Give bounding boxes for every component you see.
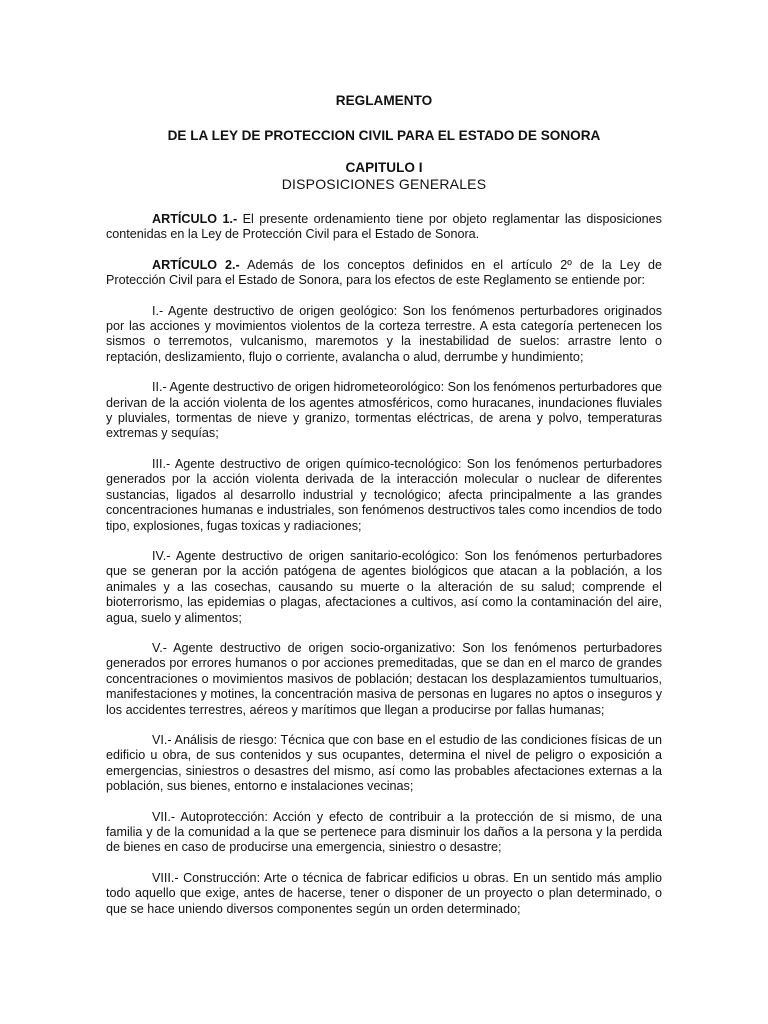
chapter-heading: CAPITULO I bbox=[345, 160, 423, 175]
definition-i: I.- Agente destructivo de origen geológico: Son los fenómenos perturbadores originados por las acciones y movimientos violentos de la corteza terrestre. A esta categoría pertenecen los sismos o terremotos, vulcanismo, maremotos y la inestabilidad de suelos: arrastre lento o reptación, deslizamiento, flujo o corriente, avalancha o alud, derrumbe y hundimiento; bbox=[106, 303, 662, 364]
chapter-title: DISPOSICIONES GENERALES bbox=[281, 176, 487, 192]
definition-vii: VII.- Autoprotección: Acción y efecto de contribuir a la protección de si mismo, de una familia y de la comunidad a la que se pertenece para disminuir los daños a la persona y la perdida de bienes en caso de producirse una emergencia, siniestro o desastre; bbox=[106, 809, 662, 855]
definition-ii: II.- Agente destructivo de origen hidrometeorológico: Son los fenómenos perturbadores que derivan de la acción violenta de los agentes atmosféricos, como huracanes, inundaciones fluviales y pluviales, tormentas de nieve y granizo, tormentas eléctricas, de arena y polvo, temperaturas extremas y sequías; bbox=[106, 380, 662, 441]
document-title: REGLAMENTO bbox=[335, 93, 433, 108]
article-1-label: ARTÍCULO 1.- bbox=[152, 212, 238, 226]
definition-v: V.- Agente destructivo de origen socio-organizativo: Son los fenómenos perturbadores generados por errores humanos o por acciones premeditadas, que se dan en el marco de grandes concentraciones o movimientos masivos de población; destacan los desplazamientos tumultuarios, manifestaciones y motines, la concentración masiva de personas en lugares no aptos o inseguros y los accidentes terrestres, aéreos y marítimos que llegan a producirse por fallas humanas; bbox=[106, 640, 662, 717]
article-2 bbox=[106, 258, 662, 289]
definition-iii: III.- Agente destructivo de origen químico-tecnológico: Son los fenómenos perturbadores generados por la acción violenta derivada de la interacción molecular o nuclear de diferentes sustancias, ligados al desarrollo industrial y tecnológico; afecta principalmente a las grandes concentraciones humanas e industriales, son fenómenos destructivos tales como incendios de todo tipo, explosiones, fugas toxicas y radiaciones; bbox=[106, 456, 662, 533]
document-body bbox=[106, 92, 662, 932]
article-1 bbox=[106, 212, 662, 243]
article-2-text: Además de los conceptos definidos en el artículo 2º de la Ley de Protección Civil para el Estado de Sonora, para los efectos de este Reglamento se entiende por: bbox=[106, 257, 662, 288]
definition-vi: VI.- Análisis de riesgo: Técnica que con base en el estudio de las condiciones físicas de un edificio u obra, de sus contenidos y sus ocupantes, determina el nivel de peligro o exposición a emergencias, siniestros o desastres del mismo, así como las probables afectaciones externas a la población, sus bienes, entorno e instalaciones vecinas; bbox=[106, 732, 662, 794]
document-subtitle: DE LA LEY DE PROTECCION CIVIL PARA EL ESTADO DE SONORA bbox=[167, 128, 601, 143]
article-2-label: ARTÍCULO 2.- bbox=[152, 257, 240, 272]
definition-iv: IV.- Agente destructivo de origen sanitario-ecológico: Son los fenómenos perturbadores que se generan por la acción patógena de agentes biológicos que atacan a la población, a los animales y a las cosechas, causando su muerte o la alteración de su salud; comprende el bioterrorismo, las epidemias o plagas, afectaciones a cultivos, así como la contaminación del aire, agua, suelo y alimentos; bbox=[106, 548, 662, 625]
definition-viii: VIII.- Construcción: Arte o técnica de fabricar edificios u obras. En un sentido más amplio todo aquello que exige, antes de hacerse, tener o disponer de un proyecto o plan determinado, o que se hace uniendo diversos componentes según un orden determinado; bbox=[106, 870, 662, 916]
article-1-text: El presente ordenamiento tiene por objeto reglamentar las disposiciones contenidas en la Ley de Protección Civil para el Estado de Sonora. bbox=[106, 212, 662, 242]
